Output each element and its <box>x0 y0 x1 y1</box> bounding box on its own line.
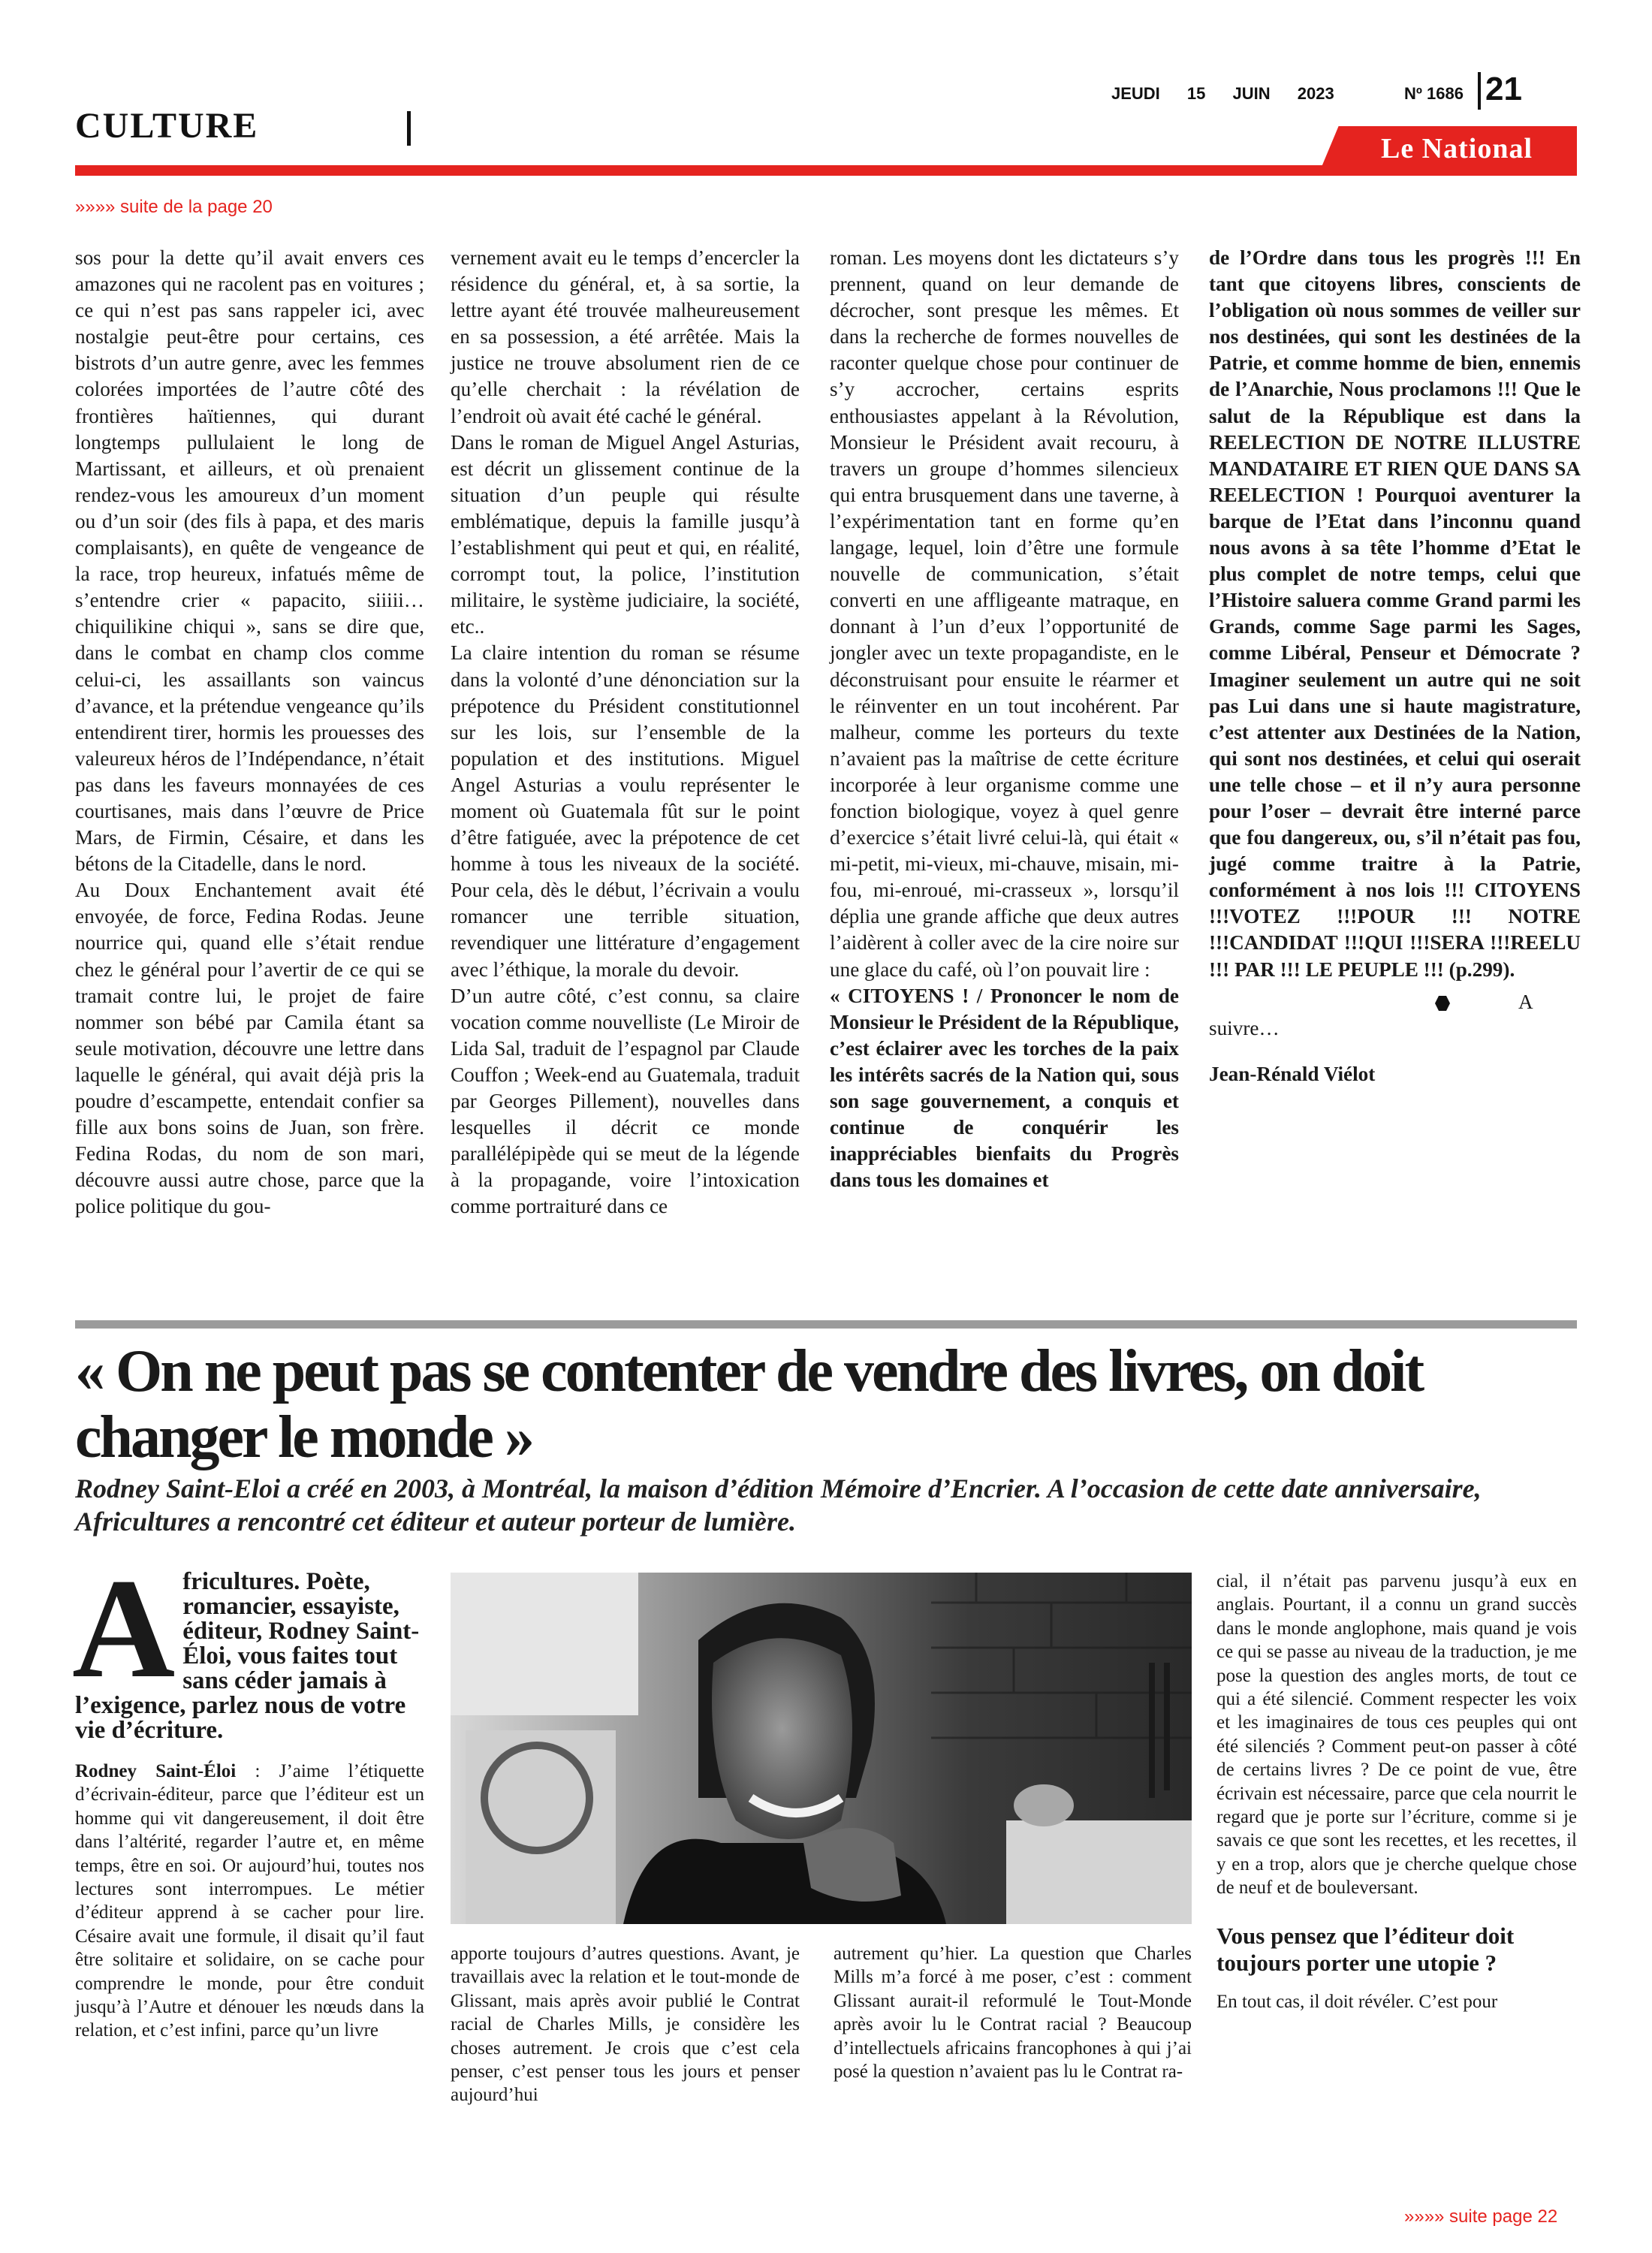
continued-from-link[interactable]: »»»» suite de la page 20 <box>75 197 273 217</box>
article-column-4 <box>1209 245 1581 1087</box>
paragraph: En tout cas, il doit révéler. C’est pour <box>1216 1991 1498 2012</box>
article-column-3 <box>830 245 1179 1193</box>
section-title: CULTURE <box>75 106 259 146</box>
paragraph: autrement qu’hier. La question que Charles Mills m’a forcé à me poser, c’est : comment Glissant aurait-il reformulé le Tout-Monde après avoir lu le Contrat racial ? Beaucoup d’intellectuels africains francophones à qui j’ai posé la question n’avaient pas lu le Contrat ra- <box>834 1944 1192 2083</box>
issue-number: Nº 1686 <box>1404 84 1464 103</box>
author-signature: Jean-Rénald Viélot <box>1209 1062 1376 1085</box>
paragraph: Dans le roman de Miguel Angel Asturias, est décrit un glissement continue de la situation d’un peuple qui résulte emblématique, depuis la famille jusqu’à l’establishment qui peut et qui, en réalité, corrompt tout, la police, l’institution militaire, le système judiciaire, la société, etc.. <box>451 430 800 638</box>
portrait-illustration <box>451 1573 1192 1924</box>
paragraph: D’un autre côté, c’est connu, sa claire vocation comme nouvelliste (Le Miroir de Lida Sal, traduit de l’espagnol par Claude Couffon ; Week-end au Guatemala, traduit par Georges Pillement), nouvelles dans lesquelles il décrit ce monde parallélépipède qui se meut de la légende à la propagande, voire l’intoxication comme portraituré dans ce <box>451 984 800 1218</box>
paragraph: La claire intention du roman se résume dans la volonté d’une dénonciation sur la prépotence du Président constitutionnel sur les lois, sur l’ensemble de la population et des institutions. Miguel Angel Asturias a voulu représenter le moment où Guatemala fût sur le point d’être fatiguée, avec la prépotence de cet homme à tous les niveaux de la société. Pour cela, dès le début, l’écrivain a voulu romancer une terrible situation, revendiquer une littérature d’engagement avec l’éthique, la morale du devoir. <box>451 641 800 981</box>
speaker-name: Rodney Saint-Éloi <box>75 1761 237 1781</box>
interview-column-3 <box>834 1942 1192 2083</box>
paragraph: apporte toujours d’autres questions. Avant, je travaillais avec la relation et le tout-monde de Glissant, mais après avoir publié le Contrat racial de Charles Mills, je considère les choses autrement. Je crois que c’est cela penser, c’est penser tous les jours et penser aujourd’hui <box>451 1944 800 2106</box>
to-be-continued-text: A suivre… <box>1209 990 1533 1039</box>
article-divider <box>75 1320 1577 1329</box>
paragraph: Au Doux Enchantement avait été envoyée, de force, Fedina Rodas. Jeune nourrice qui, quand elle s’était rendue chez le général pour l’avertir de ce qui se tramait contre lui, le projet de faire nommer son bébé par Camila étant sa seule motivation, découvre une lettre dans laquelle le général, qui avait déjà pris la poudre d’escampette, entendait confier sa fille aux bons soins de Juan, son frère. Fedina Rodas, du nom de son mari, découvre aussi autre chose, parce que la police politique du gou- <box>75 879 424 1218</box>
article-lede: Rodney Saint-Eloi a créé en 2003, à Montréal, la maison d’édition Mémoire d’Encrier. A l’occasion de cette date anniversaire, Africultures a rencontré cet éditeur et auteur porteur de lumière. <box>75 1473 1482 1537</box>
continued-to-link[interactable]: »»»» suite page 22 <box>1404 2206 1558 2227</box>
issue-weekday: JEUDI <box>1111 84 1160 103</box>
issue-date-year: 2023 <box>1297 84 1334 103</box>
paragraph: sos pour la dette qu’il avait envers ces amazones qui ne racolent pas en voitures ; ce qui n’est pas sans rappeler ici, avec nostalgie peut-être pour certains, ces bistrots d’un autre genre, avec les femmes colorées importées de l’autre côté des frontières haïtiennes, qui durant longtemps pullulaient le long de Martissant, et ailleurs, et où prenaient rendez-vous les amoureux d’un moment ou d’un soir (des fils à papa, et des maris complaisants), en quête de vengeance de la race, trop heureux, infatués même de s’entendre crier « papacito, siiiii… chiquilikine chiqui », sans se dire que, dans le combat en champ clos comme celui-ci, les assaillants son vaincus d’avance, et la prétendue vengeance qu’ils entendirent tirer, hormis les prouesses des valeureux héros de l’Indépendance, n’était pas dans les faveurs monnayées de ces courtisanes, mais dans l’œuvre de Price Mars, de Firmin, Césaire, et dans les bétons de la Citadelle, dans le nord. <box>75 246 424 876</box>
article-headline: « On ne peut pas se contenter de vendre des livres, on doit changer le monde » <box>75 1338 1423 1470</box>
page-number-divider <box>1478 72 1481 110</box>
brand-name: Le National <box>1380 133 1533 164</box>
interview-question <box>72 1550 424 1744</box>
to-be-continued <box>1209 989 1581 1042</box>
end-mark-icon <box>1434 995 1451 1012</box>
article-column-1 <box>75 245 424 1220</box>
interview-column-1 <box>72 1550 424 2043</box>
issue-date <box>1111 84 1354 104</box>
paragraph: cial, il n’était pas parvenu jusqu’à eux en anglais. Pourtant, il a connu un grand succès dans le monde anglophone, mais quand je vois ce qui se passe au niveau de la traduction, je me pose la question des angles morts, de tout ce qui a été silencié. Comment respecter les voix et les imaginaires de tous ces peuples qui ont été silenciés ? Comment peut-on passer à côté de certains livres ? De ce point de vue, être écrivain est nécessaire, parce que cela nourrit le regard que je porte sur l’écriture, comme si je savais ce que sont les recettes, et les recettes, il y en a trop, alors que je cherche quelque chose de neuf et de bouleversant. <box>1216 1571 1577 1899</box>
page-number: 21 <box>1485 71 1522 107</box>
interview-column-4 <box>1216 1570 1577 2013</box>
article-column-2 <box>451 245 800 1220</box>
quoted-poster-text: « CITOYENS ! / Prononcer le nom de Monsieur le Président de la République, c’est éclairer avec les torches de la paix les intérêts sacrés de la Nation qui, sous son sage gouvernement, a conquis et continue de conquérir les inappréciables bienfaits du Progrès dans tous les domaines et <box>830 984 1179 1192</box>
paragraph: vernement avait eu le temps d’encercler la résidence du général, et, à sa sortie, la lettre ayant été trouvée malheureusement en sa possession, a été arrêtée. Mais la justice ne trouve absolument rien de ce qu’elle cherchait : la révélation de l’endroit où avait été caché le général. <box>451 246 800 427</box>
portrait-photo <box>451 1573 1192 1924</box>
section-divider <box>407 111 411 146</box>
paragraph: roman. Les moyens dont les dictateurs s’y prennent, quand on leur demande de décrocher, sont presque les mêmes. Et dans la recherche de formes nouvelles de raconter quelque chose pour continuer de s’y accrocher, certains esprits enthousiastes appelant à la Révolution, Monsieur le Président avait recouru, à travers un groupe d’hommes silencieux qui entra brusquement dans une taverne, à l’expérimentation tant en forme qu’en langage, lequel, loin d’être une formule nouvelle de communication, s’était converti en une affligeante matraque, en donnant à l’un d’eux l’opportunité de jongler avec un texte propagandiste, en le déconstruisant pour ensuite le réarmer et le réinventer en un tout incohérent. Par malheur, comme les porteurs du texte n’avaient pas la maîtrise de cette écriture incorporée à leur organisme comme une fonction biologique, voyez à quel genre d’exercice s’était livré celui-là, qui était « mi-petit, mi-vieux, mi-chauve, misain, mi-fou, mi-enroué, mi-crasseux », lorsqu’il déplia une grande affiche que deux autres l’aidèrent à coller avec de la cire noire sur une glace du café, où l’on pouvait lire : <box>830 246 1179 981</box>
interview-question-2: Vous pensez que l’éditeur doit toujours porter une utopie ? <box>1216 1922 1515 1976</box>
interview-column-2 <box>451 1942 800 2107</box>
interview-question-text: fricultures. Poète, romancier, essayiste, éditeur, Rodney Saint-Éloi, vous faites tout sans céder jamais à l’exigence, parlez nous de votre vie d’écriture. <box>75 1568 420 1744</box>
drop-cap: A <box>72 1550 176 1708</box>
answer-text: : J’aime l’étiquette d’écrivain-éditeur, parce que l’éditeur est un homme qui vit dangereusement, il doit être dans l’altérité, regarder l’autre et, en même temps, être en soi. Or aujourd’hui, toutes nos lectures sont interrompues. Le métier d’éditeur apprend à se cacher pour lire. Césaire avait une formule, il disait qu’il faut être solitaire et solidaire, on se cache pour comprendre le monde, pour être conduit jusqu’à l’Autre et dénouer les nœuds dans la relation, et c’est infini, parce qu’un livre <box>75 1761 424 2041</box>
issue-date-month: JUIN <box>1232 84 1271 103</box>
interview-answer <box>75 1760 424 2043</box>
quoted-poster-text-continued: de l’Ordre dans tous les progrès !!! En tant que citoyens libres, conscients de l’obligation où nous sommes de veiller sur nos destinées, qui sont les destinées de la Patrie, et comme homme de bien, ennemis de l’Anarchie, Nous proclamons !!! Que le salut de la République est dans la REELECTION DE NOTRE ILLUSTRE MANDATAIRE ET RIEN QUE DANS SA REELECTION ! Pourquoi aventurer la barque de l’Etat dans l’inconnu quand nous avons à sa tête l’homme d’Etat le plus complet de notre temps, celui que l’Histoire saluera comme Grand parmi les Grands, comme Sage parmi les Sages, comme Libéral, Penseur et Démocrate ? Imaginer seulement un autre qui ne soit pas Lui dans une si haute magistrature, c’est attenter aux Destinées de la Nation, qui sont nos destinées, et celui qui oserait une telle chose – et il n’y aura personne pour l’oser – devrait être interné parce que fou dangereux, ou, s’il n’était pas fou, jugé comme traitre à la Patrie, conformément à nos lois !!! CITOYENS !!!VOTEZ !!!POUR !!! NOTRE !!!CANDIDAT !!!QUI !!!SERA !!!REELU !!! PAR !!! LE PEUPLE !!! (p.299). <box>1209 246 1581 981</box>
issue-date-day: 15 <box>1186 84 1206 103</box>
